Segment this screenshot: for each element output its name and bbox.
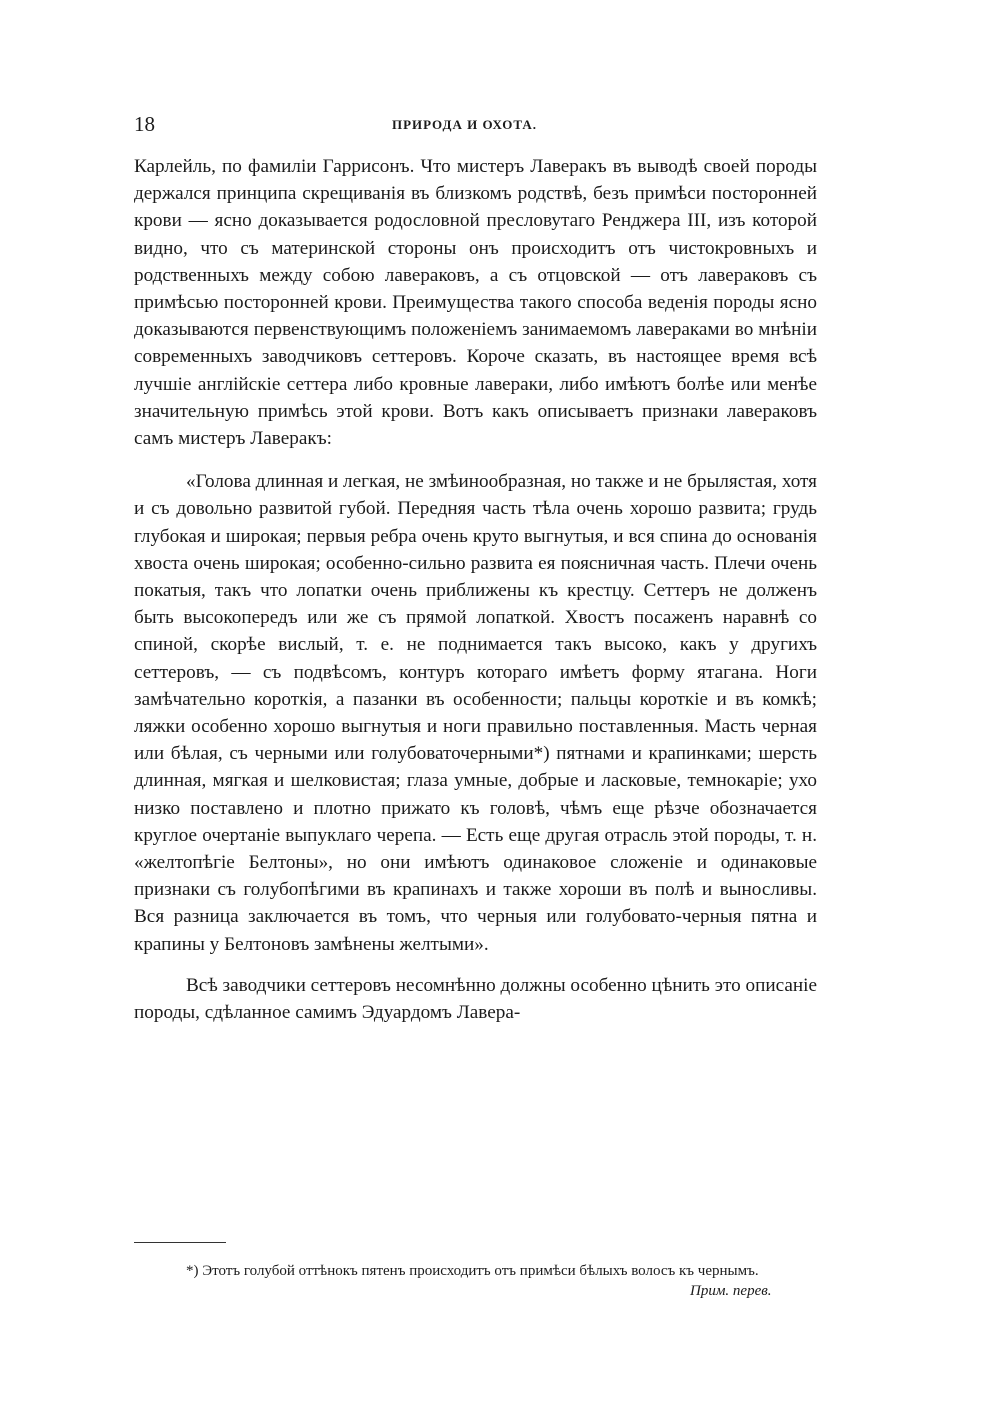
page-number: 18 — [134, 112, 155, 136]
page-header — [134, 112, 817, 138]
paragraph: Всѣ заводчики сеттеровъ несомнѣнно должны особенно цѣнить это описанiе породы, сдѣланное самимъ Эдуардомъ Лавера- — [134, 974, 817, 1024]
paragraph: Карлейль, по фамилiи Гаррисонъ. Что мистеръ Лаверакъ въ выводѣ своей породы держался принципа скрещиванiя въ близкомъ родствѣ, безъ примѣси посторонней крови — ясно доказывается родословной пресловутаго Ренджера III, изъ которой видно, что съ материнской стороны онъ происходитъ отъ чистокровныхъ и родственныхъ между собою лавераковъ, а съ отцовской — отъ лавераковъ съ примѣсью посторонней крови. Преимущества такого способа веденiя породы ясно доказываются первенствующимъ положенiемъ занимаемомъ лавераками во мнѣнiи современныхъ заводчиковъ сеттеровъ. Короче сказать, въ настоящее время всѣ лучшiе англiйскiе сеттера либо кровные лавераки, либо имѣютъ болѣе или менѣе значительную примѣсь этой крови. Вотъ какъ описываетъ признаки лавераковъ самъ мистеръ Лаверакъ: — [134, 156, 817, 450]
footnote: *) Этотъ голубой оттѣнокъ пятенъ происходитъ отъ примѣси бѣлыхъ волосъ къ чернымъ. — [186, 1263, 759, 1279]
footnote-signature: Прим. перев. — [690, 1283, 772, 1299]
footnote-divider — [134, 1242, 226, 1243]
body-text — [134, 153, 817, 1026]
quoted-description: «Голова длинная и легкая, не змѣинообразная, но также и не брылястая, хотя и съ довольно развитой губой. Передняя часть тѣла очень хорошо развита; грудь глубокая и широкая; первыя ребра очень круто выгнутыя, и вся спина до основанiя хвоста очень широкая; особенно-сильно развита ея поясничная часть. Плечи очень покатыя, такъ что лопатки очень приближены къ крестцу. Сеттеръ не долженъ быть высокопередъ или же съ прямой лопаткой. Хвостъ посаженъ наравнѣ со спиной, скорѣе вислый, т. е. не поднимается такъ высоко, какъ у другихъ сеттеровъ, — съ подвѣсомъ, контуръ котораго имѣетъ форму ятагана. Ноги замѣчательно короткiя, а пазанки въ особенности; пальцы короткiе и въ комкѣ; ляжки особенно хорошо выгнутыя и ноги правильно поставленныя. Масть черная или бѣлая, съ черными или голубоваточерными*) пятнами и крапинками; шерсть длинная, мягкая и шелковистая; глаза умные, добрые и ласковые, темнокарiе; ухо низко поставлено и плотно прижато къ головѣ, чѣмъ еще рѣзче обозначается круглое очертанiе выпуклаго черепа. — Есть еще другая отрасль этой породы, т. н. «желтопѣгiе Белтоны», но они имѣютъ одинаковое сложенiе и одинаковые признаки съ голубопѣгими въ крапинахъ и также хороши въ полѣ и выносливы. Вся разница заключается въ томъ, что черныя или голубовато-черныя пятна и крапины у Белтоновъ замѣнены желтыми». — [134, 471, 817, 955]
running-head: ПРИРОДА И ОХОТА. — [392, 117, 538, 132]
